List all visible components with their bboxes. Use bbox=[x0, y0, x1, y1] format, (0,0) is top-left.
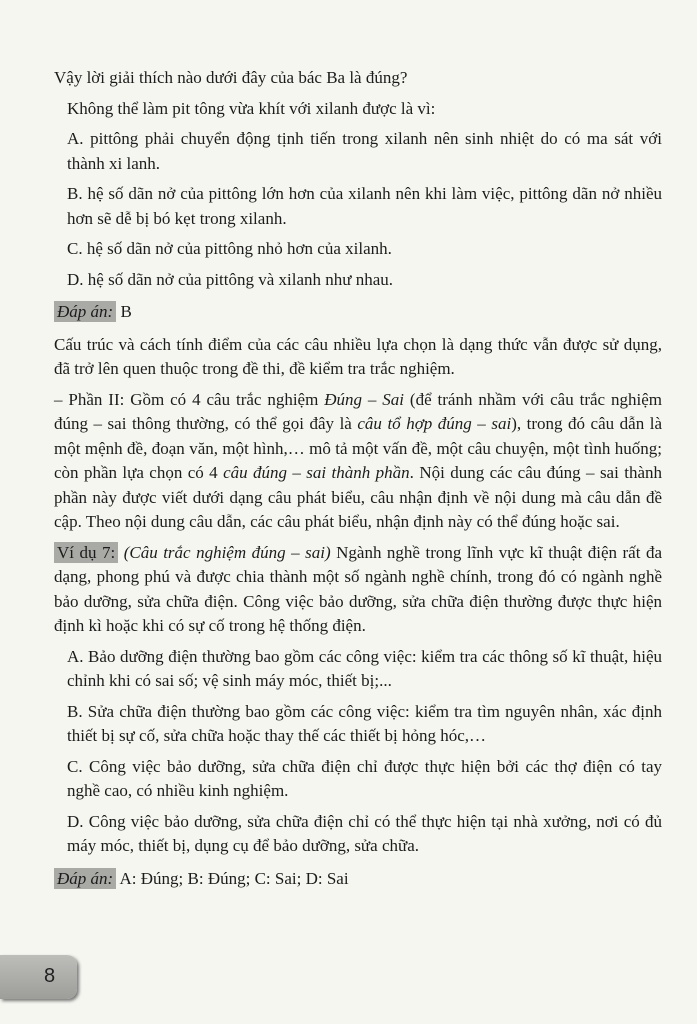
option-a: A. pittông phải chuyển động tịnh tiến trong xilanh nên sinh nhiệt do có ma sát với thành xi lanh. bbox=[67, 129, 662, 173]
option-b: B. Sửa chữa điện thường bao gồm các công việc: kiểm tra tìm nguyên nhân, xác định thiết bị sự cố, sửa chữa hoặc thay thế các thiết bị hỏng hóc,… bbox=[67, 701, 662, 745]
answer-label: Đáp án: bbox=[54, 868, 116, 889]
document-page bbox=[54, 66, 662, 897]
answer-line bbox=[54, 867, 662, 892]
italic-term: Đúng – Sai bbox=[324, 389, 405, 409]
answer-label: Đáp án: bbox=[54, 301, 116, 322]
option-c: C. hệ số dãn nở của pittông nhỏ hơn của xilanh. bbox=[67, 239, 392, 258]
option-b: B. hệ số dãn nở của pittông lớn hơn của xilanh nên khi làm việc, pittông dãn nở nhiều hơn sẽ dễ bị bó kẹt trong xilanh. bbox=[67, 184, 662, 228]
page-number: 8 bbox=[44, 965, 56, 987]
text-segment: . Nội dung các câu đúng – sai thành phần này được viết dưới dạng câu phát biểu, câu nhận định về nội dung mà câu dẫn đề cập. Theo nội dung câu dẫn, các câu phát biểu, nhận định này có thể đúng hoặc sai. bbox=[54, 463, 662, 531]
paragraph-part-ii bbox=[54, 388, 662, 535]
answer-line bbox=[54, 300, 662, 325]
question-stem: Không thể làm pit tông vừa khít với xilanh được là vì: bbox=[67, 98, 436, 118]
option-d: D. Công việc bảo dưỡng, sửa chữa điện chỉ có thể thực hiện tại nhà xưởng, nơi có đủ máy móc, thiết bị, dụng cụ để bảo dưỡng, sửa chữa. bbox=[67, 811, 662, 855]
option-c: C. Công việc bảo dưỡng, sửa chữa điện chỉ được thực hiện bởi các thợ điện có tay nghề cao, có nhiều kinh nghiệm. bbox=[67, 756, 662, 800]
answer-value: A: Đúng; B: Đúng; C: Sai; D: Sai bbox=[116, 868, 349, 888]
example-7 bbox=[54, 541, 662, 639]
paragraph-structure: Cấu trúc và cách tính điểm của các câu nhiều lựa chọn là dạng thức vẫn được sử dụng, đã trở lên quen thuộc trong đề thi, đề kiểm tra trắc nghiệm. bbox=[54, 334, 662, 378]
example-text: Ngành nghề trong lĩnh vực kĩ thuật điện rất đa dạng, phong phú và được chia thành một số ngành nghề chính, trong đó có ngành nghề bảo dưỡng, sửa chữa điện. Công việc bảo dưỡng, sửa chữa điện thường được thực hiện định kì hoặc khi có sự cố trong hệ thống điện. bbox=[54, 542, 662, 635]
option-a: A. Bảo dưỡng điện thường bao gồm các công việc: kiểm tra các thông số kĩ thuật, hiệu chỉnh khi có sai số; vệ sinh máy móc, thiết bị;... bbox=[67, 646, 662, 690]
text-segment: – Phần II: Gồm có 4 câu trắc nghiệm bbox=[54, 389, 325, 409]
option-d: D. hệ số dãn nở của pittông và xilanh như nhau. bbox=[67, 269, 394, 289]
text-segment: (để tránh nhầm với câu trắc nghiệm đúng – sai thông thường, có thể gọi đây là bbox=[54, 389, 662, 433]
example-subtitle: (Câu trắc nghiệm đúng – sai) bbox=[118, 542, 331, 562]
italic-term: câu tổ hợp đúng – sai bbox=[357, 414, 512, 433]
question-intro: Vậy lời giải thích nào dưới đây của bác Ba là đúng? bbox=[54, 68, 408, 87]
page-number-tab bbox=[0, 955, 77, 999]
example-label: Ví dụ 7: bbox=[54, 542, 118, 563]
answer-value: B bbox=[116, 302, 132, 321]
text-segment: ), trong đó câu dẫn là một mệnh đề, đoạn văn, một hình,… mô tả một vấn đề, một câu chuyện, một tình huống; còn phần lựa chọn có 4 bbox=[54, 414, 663, 482]
italic-term: câu đúng – sai thành phần bbox=[223, 463, 410, 482]
